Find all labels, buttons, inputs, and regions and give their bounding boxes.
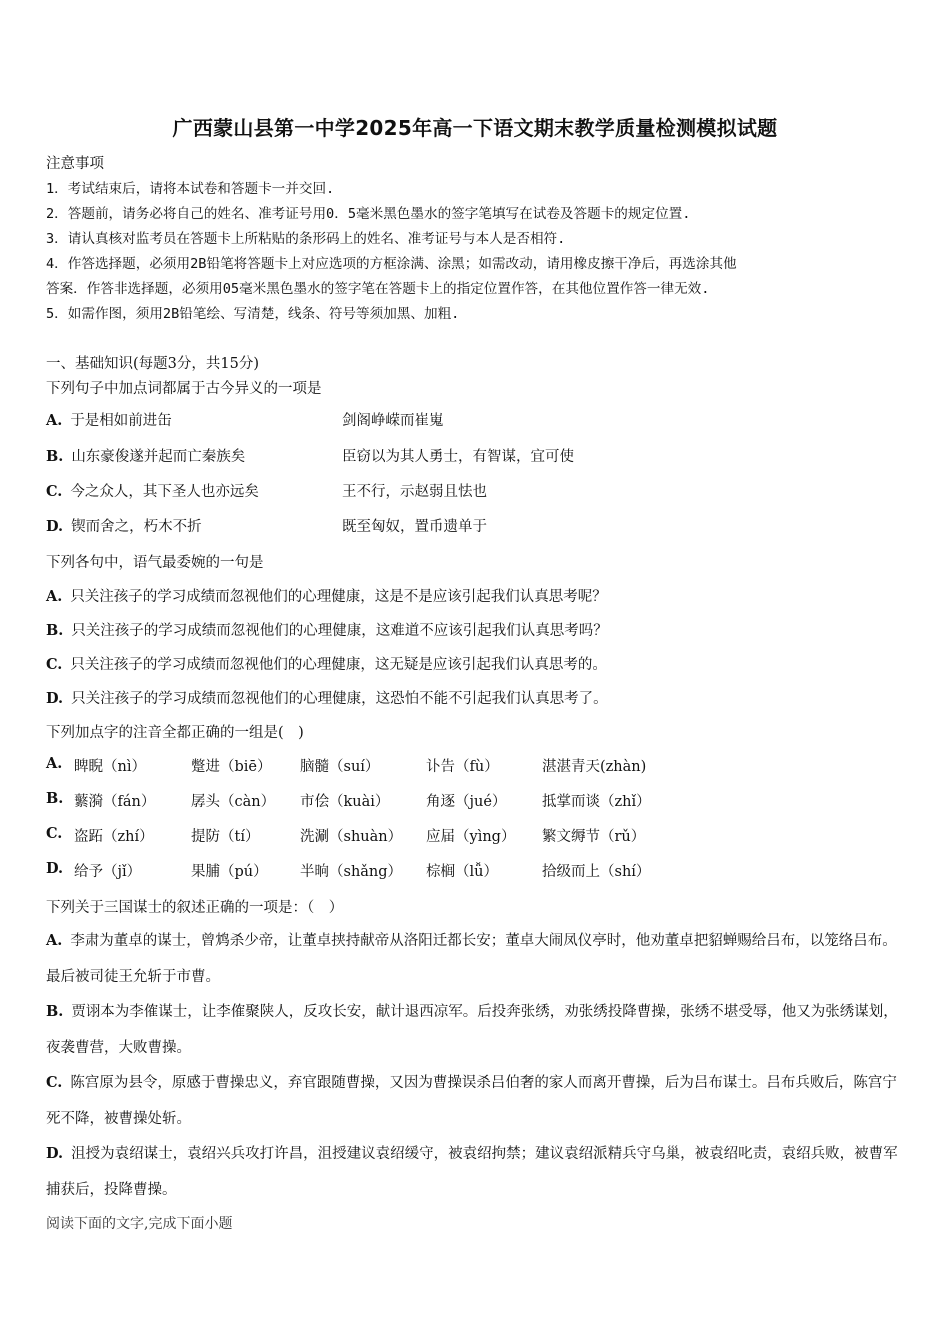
notice-item-1: 1．考试结束后，请将本试卷和答题卡一并交回. — [46, 181, 335, 197]
notice-item-4: 4．作答选择题，必须用2B铅笔将答题卡上对应选项的方框涂满、涂黑；如需改动，请用橡皮擦干净后，再选涂其他 — [46, 256, 737, 272]
option-left: 锲而舍之，朽木不折 — [71, 519, 202, 535]
q2-option-c — [46, 653, 607, 674]
option-text: 李肃为董卓的谋士，曾鸩杀少帝，让董卓挟持献帝从洛阳迁都长安；董卓大闹凤仪亭时，他劝董卓把貂蝉赐给吕布，以笼络吕布。最后被司徒王允斩于市曹。 — [46, 933, 897, 985]
q3-option-b — [46, 790, 908, 810]
q3-option-d — [46, 860, 908, 880]
notice-item-5: 5．如需作图，须用2B铅笔绘、写清楚，线条、符号等须加黑、加粗. — [46, 306, 460, 322]
option-label: C. — [46, 656, 63, 673]
q2-option-d — [46, 687, 608, 708]
option-text: 只关注孩子的学习成绩而忽视他们的心理健康，这是不是应该引起我们认真思考呢？ — [70, 589, 607, 605]
notice-item-2: 2．答题前，请务必将自己的姓名、准考证号用0．5毫米黑色墨水的签字笔填写在试卷及答题卡的规定位置. — [46, 206, 691, 222]
option-label: D. — [46, 860, 64, 877]
pinyin-item: 给予（jǐ） — [74, 864, 142, 880]
pinyin-item: 脑髓（suí） — [300, 759, 380, 775]
notice-item-4-cont: 答案．作答非选择题，必须用05毫米黑色墨水的签字笔在答题卡上的指定位置作答，在其他位置作答一律无效. — [46, 281, 710, 297]
option-left: 山东豪俊遂并起而亡秦族矣 — [71, 449, 246, 465]
pinyin-item: 讣告（fù） — [426, 759, 499, 775]
section-heading: 一、基础知识(每题3分，共15分) — [46, 356, 259, 372]
option-right: 剑阁峥嵘而崔嵬 — [342, 413, 444, 429]
reading-intro: 阅读下面的文字,完成下面小题 — [46, 1216, 233, 1232]
page-title: 广西蒙山县第一中学2025年高一下语文期末教学质量检测模拟试题 — [172, 116, 778, 140]
option-label: A. — [46, 412, 63, 429]
q2-option-a — [46, 585, 607, 606]
option-right: 王不行，示赵弱且怯也 — [342, 484, 487, 500]
pinyin-item: 抵掌而谈（zhǐ） — [542, 794, 651, 810]
pinyin-item: 角逐（jué） — [426, 794, 507, 810]
option-label: D. — [46, 690, 64, 707]
q1-stem: 下列句子中加点词都属于古今异义的一项是 — [46, 381, 322, 397]
pinyin-item: 洗涮（shuàn） — [300, 829, 403, 845]
pinyin-item: 拾级而上（shí） — [542, 864, 651, 880]
q4-stem: 下列关于三国谋士的叙述正确的一项是：（ ） — [46, 900, 344, 916]
q4-option-b — [46, 994, 908, 1066]
q4-option-a — [46, 923, 908, 995]
option-label: A. — [46, 755, 63, 772]
option-label: B. — [46, 1003, 64, 1020]
option-label: A. — [46, 932, 63, 949]
option-left: 于是相如前进缶 — [70, 413, 172, 429]
q1-option-b — [46, 445, 908, 466]
pinyin-item: 果脯（pú） — [191, 864, 268, 880]
q3-option-a — [46, 755, 908, 775]
q4-option-d — [46, 1136, 908, 1208]
pinyin-item: 市侩（kuài） — [300, 794, 390, 810]
option-right: 臣窃以为其人勇士，有智谋，宜可使 — [342, 449, 574, 465]
option-label: B. — [46, 790, 64, 807]
pinyin-item: 盗跖（zhí） — [74, 829, 154, 845]
option-right: 既至匈奴，置币遗单于 — [342, 519, 487, 535]
option-label: B. — [46, 448, 64, 465]
option-label: C. — [46, 825, 63, 842]
option-text: 沮授为袁绍谋士，袁绍兴兵攻打许昌，沮授建议袁绍缓守，被袁绍拘禁；建议袁绍派精兵守乌巢，被袁绍叱责，袁绍兵败，被曹军捕获后，投降曹操。 — [46, 1146, 898, 1198]
q4-option-c — [46, 1065, 908, 1137]
pinyin-item: 提防（tí） — [191, 829, 260, 845]
q2-option-b — [46, 619, 608, 640]
pinyin-item: 棕榈（lǚ） — [426, 864, 498, 880]
pinyin-item: 睥睨（nì） — [74, 759, 146, 775]
q3-option-c — [46, 825, 908, 845]
q3-stem: 下列加点字的注音全都正确的一组是( ) — [46, 725, 304, 741]
option-text: 只关注孩子的学习成绩而忽视他们的心理健康，这无疑是应该引起我们认真思考的。 — [70, 657, 607, 673]
pinyin-item: 孱头（càn） — [191, 794, 276, 810]
pinyin-item: 半晌（shǎng） — [300, 864, 403, 880]
option-label: C. — [46, 1074, 63, 1091]
pinyin-item: 蹩进（biē） — [191, 759, 272, 775]
option-label: B. — [46, 622, 64, 639]
pinyin-item: 繁文缛节（rǔ） — [542, 829, 646, 845]
option-label: D. — [46, 1145, 64, 1162]
pinyin-item: 应届（yìng） — [426, 829, 516, 845]
pinyin-item: 蘩漪（fán） — [74, 794, 156, 810]
option-label: C. — [46, 483, 63, 500]
option-left: 今之众人，其下圣人也亦远矣 — [70, 484, 259, 500]
option-text: 只关注孩子的学习成绩而忽视他们的心理健康，这难道不应该引起我们认真思考吗？ — [71, 623, 608, 639]
option-label: D. — [46, 518, 64, 535]
option-text: 贾诩本为李傕谋士，让李傕聚陕人，反攻长安，献计退西凉军。后投奔张绣，劝张绣投降曹操，张绣不堪受辱，他又为张绣谋划，夜袭曹营，大败曹操。 — [46, 1004, 898, 1056]
option-text: 陈宫原为县令，原感于曹操忠义，弃官跟随曹操，又因为曹操误杀吕伯奢的家人而离开曹操，后为吕布谋士。吕布兵败后，陈宫宁死不降，被曹操处斩。 — [46, 1075, 897, 1127]
notice-item-3: 3．请认真核对监考员在答题卡上所粘贴的条形码上的姓名、准考证号与本人是否相符. — [46, 231, 566, 247]
notice-heading: 注意事项 — [46, 156, 104, 172]
q2-stem: 下列各句中，语气最委婉的一句是 — [46, 555, 264, 571]
option-text: 只关注孩子的学习成绩而忽视他们的心理健康，这恐怕不能不引起我们认真思考了。 — [71, 691, 608, 707]
q1-option-a — [46, 409, 908, 430]
pinyin-item: 湛湛青天(zhàn) — [542, 759, 647, 775]
option-label: A. — [46, 588, 63, 605]
q1-option-c — [46, 480, 908, 501]
q1-option-d — [46, 515, 908, 536]
